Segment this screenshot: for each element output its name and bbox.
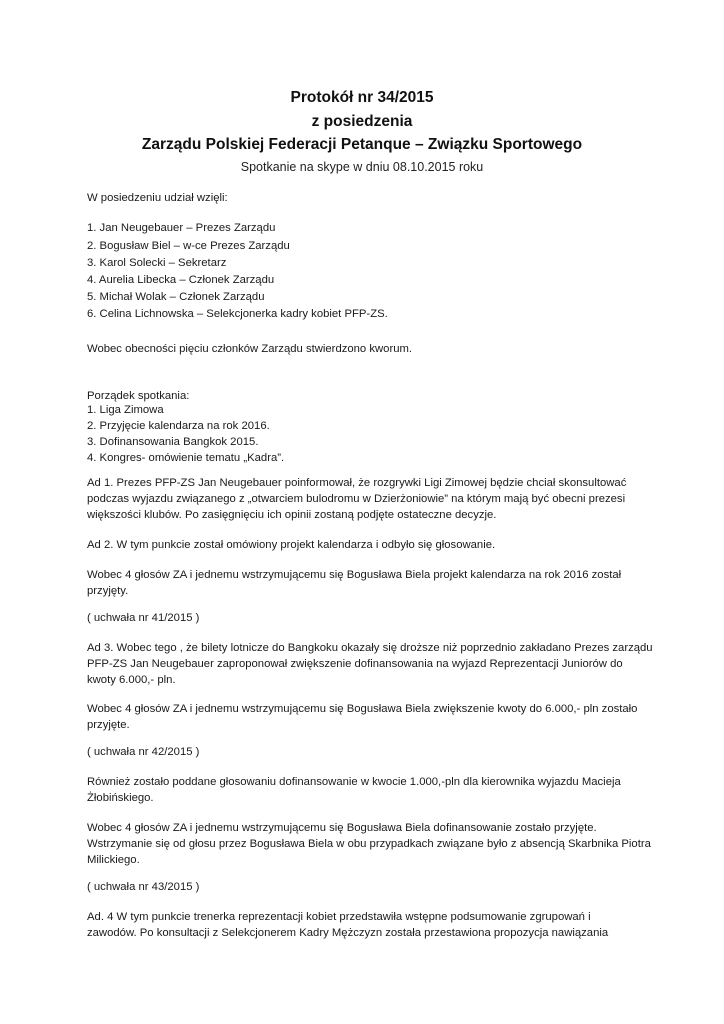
also-line: Żłobińskiego.	[87, 792, 154, 804]
agenda-item: 4. Kongres- omówienie tematu „Kadra”.	[87, 452, 285, 464]
ad3-line: Ad 3. Wobec tego , że bilety lotnicze do Bangkoku okazały się droższe niż poprzednio zakładano Prezes zarządu	[87, 642, 653, 654]
doc-title-line3: Zarządu Polskiej Federacji Petanque – Związku Sportowego	[141, 136, 583, 153]
agenda-title: Porządek spotkania:	[87, 390, 190, 402]
resolution-41: ( uchwała nr 41/2015 )	[87, 612, 200, 624]
vote3-line: Wstrzymanie się od głosu przez Bogusława Biela w obu przypadkach związane było z absencją Skarbnika Piotra	[87, 838, 651, 850]
vote1-line: przyjęty.	[87, 585, 129, 597]
ad1-line: Ad 1. Prezes PFP-ZS Jan Neugebauer poinformował, że rozgrywki Ligi Zimowej będzie chciał skonsultować	[87, 477, 627, 489]
agenda-item: 2. Przyjęcie kalendarza na rok 2016.	[87, 420, 270, 432]
ad4-line: zawodów. Po konsultacji z Selekcjonerem Kadry Mężczyzn została przestawiona propozycja nawiązania	[87, 927, 609, 939]
agenda-item: 3. Dofinansowania Bangkok 2015.	[87, 436, 259, 448]
quorum-statement: Wobec obecności pięciu członków Zarządu stwierdzono kworum.	[87, 343, 413, 355]
agenda-item: 1. Liga Zimowa	[87, 404, 164, 416]
attendee-item: 2. Bogusław Biel – w-ce Prezes Zarządu	[87, 240, 290, 252]
ad2-line: Ad 2. W tym punkcie został omówiony projekt kalendarza i odbyło się głosowanie.	[87, 539, 496, 551]
attendance-intro: W posiedzeniu udział wzięli:	[87, 192, 228, 204]
attendee-item: 1. Jan Neugebauer – Prezes Zarządu	[87, 222, 276, 234]
ad1-line: podczas wyjazdu związanego z „otwarciem bulodromu w Dzierżoniowie” na którym mają być obecni prezesi	[87, 493, 626, 505]
ad3-line: PFP-ZS Jan Neugebauer zaproponował zwiększenie dofinansowania na wyjazd Reprezentacji Juniorów do	[87, 658, 623, 670]
resolution-42: ( uchwała nr 42/2015 )	[87, 746, 200, 758]
doc-title: Protokół nr 34/2015	[290, 89, 434, 106]
vote3-line: Wobec 4 głosów ZA i jednemu wstrzymującemu się Bogusława Biela dofinansowanie zostało przyjęte.	[87, 822, 597, 834]
attendee-item: 5. Michał Wolak – Członek Zarządu	[87, 291, 265, 303]
vote2-line: Wobec 4 głosów ZA i jednemu wstrzymującemu się Bogusława Biela zwiększenie kwoty do 6.000,- pln zostało	[87, 703, 638, 715]
vote2-line: przyjęte.	[87, 719, 130, 731]
ad3-line: kwoty 6.000,- pln.	[87, 674, 176, 686]
attendee-item: 6. Celina Lichnowska – Selekcjonerka kadry kobiet PFP-ZS.	[87, 308, 388, 320]
ad4-line: Ad. 4 W tym punkcie trenerka reprezentacji kobiet przedstawiła wstępne podsumowanie zgrupowań i	[87, 911, 591, 923]
vote3-line: Milickiego.	[87, 854, 140, 866]
vote1-line: Wobec 4 głosów ZA i jednemu wstrzymującemu się Bogusława Biela projekt kalendarza na rok 2016 został	[87, 569, 622, 581]
ad1-line: większości klubów. Po zasięgnięciu ich opinii zostaną podjęte ostateczne decyzje.	[87, 509, 497, 521]
meeting-info: Spotkanie na skype w dniu 08.10.2015 roku	[240, 160, 484, 174]
resolution-43: ( uchwała nr 43/2015 )	[87, 881, 200, 893]
attendee-item: 4. Aurelia Libecka – Członek Zarządu	[87, 274, 275, 286]
also-line: Również zostało poddane głosowaniu dofinansowanie w kwocie 1.000,-pln dla kierownika wyjazdu Macieja	[87, 776, 621, 788]
doc-title-line2: z posiedzenia	[311, 113, 413, 130]
attendee-item: 3. Karol Solecki – Sekretarz	[87, 257, 227, 269]
